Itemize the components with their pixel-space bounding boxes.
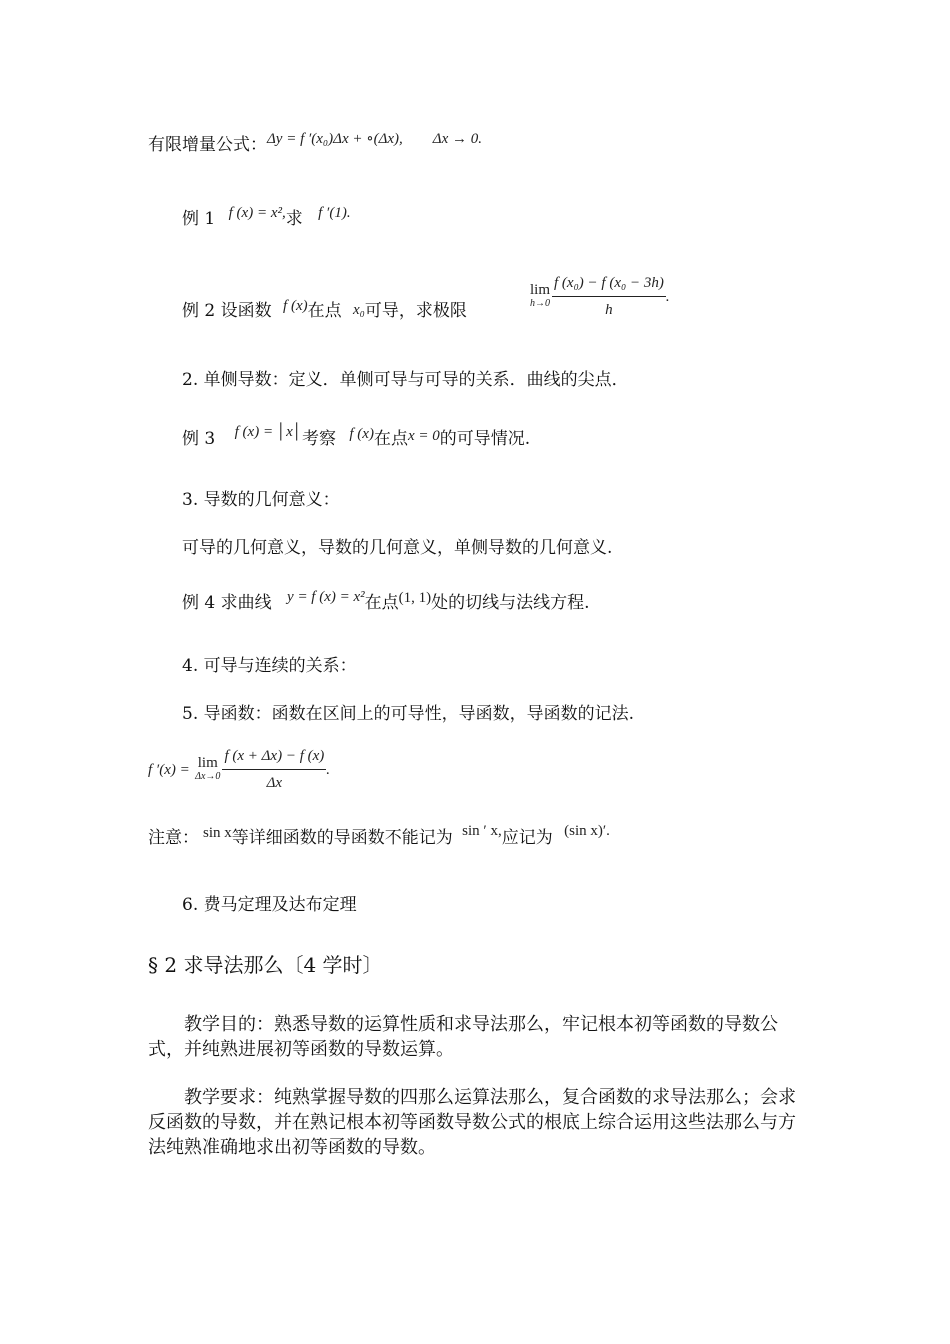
text-2: 处的切线与法线方程. [431,593,590,613]
formula: y = f (x) = x² [287,589,365,605]
example-1 [182,205,351,231]
lim-sub: Δx→0 [195,770,221,782]
sin-x: sin x [203,825,232,841]
x0: x₀ [353,302,365,318]
fraction [552,272,666,321]
teaching-requirement: 教学要求：纯熟掌握导数的四那么运算法那么，复合函数的求导法那么；会求反函数的导数，并在熟记根本初等函数导数公式的根底上综合运用这些法那么与方法纯熟准确地求出初等函数的导数。 [148,1087,796,1158]
example-4 [182,589,590,615]
formula: f (x) = x², [228,205,286,221]
item-6: 6. 费马定理及达布定理 [182,895,357,915]
geometric-meaning: 可导的几何意义，导数的几何意义，单侧导数的几何意义. [182,538,613,558]
text-1: 在点 [307,301,342,321]
fx: f (x) [349,426,374,442]
example-2 [182,300,467,323]
label: 有限增量公式： [148,135,267,155]
period: . [326,762,331,778]
example-3 [182,424,531,451]
limit-expression [530,272,670,321]
denominator: h [605,302,613,318]
formula: f (x) = │x│ [234,424,302,440]
point: (1, 1) [398,590,432,606]
section-heading: § 2 求导法那么〔4 学时〕 [148,953,383,977]
text-1: 考察 [301,429,336,449]
fraction [222,745,326,794]
note-line [148,823,610,850]
denominator: Δx [266,775,283,791]
note-label: 注意： [148,828,199,848]
lim-sub: h→0 [530,297,550,309]
formula-2: f ′(1). [318,205,351,221]
text: 求 [285,209,303,229]
item-5: 5. 导函数：函数在区间上的可导性，导函数，导函数的记法. [182,704,635,724]
example-label: 例 3 [182,429,216,449]
example-label: 例 2 设函数 [182,301,272,321]
fx: f (x) [283,298,308,314]
text-1: 在点 [364,593,399,613]
text-3: 的可导情况. [439,429,531,449]
sin-prime-x: sin ′ x, [462,823,502,839]
text-1: 等详细函数的导函数不能记为 [231,828,453,848]
teaching-goal: 教学目的：熟悉导数的运算性质和求导法那么，牢记根本初等函数的导数公式，并纯熟进展初等函数的导数运算。 [148,1014,778,1060]
lim-text: lim [197,754,218,771]
lim [195,756,220,784]
item-2: 2. 单侧导数：定义．单侧可导与可导的关系．曲线的尖点． [182,370,629,390]
item-3: 3. 导数的几何意义： [182,490,340,510]
period: . [665,289,670,305]
text-2: 可导，求极限 [364,301,467,321]
numerator: f (x + Δx) − f (x) [222,745,326,770]
lhs: f ′(x) = [148,762,190,778]
item-4: 4. 可导与连续的关系： [182,656,357,676]
example-label: 例 1 [182,209,216,229]
lim-text: lim [530,281,551,298]
formula: Δy = f ′(x₀)Δx + ∘(Δx), [267,131,403,147]
text-2: 应记为 [501,828,553,848]
numerator: f (x₀) − f (x₀ − 3h) [552,272,666,297]
derivative-definition [148,745,330,794]
formula-tail: Δx → 0. [432,131,483,147]
text-2: 在点 [373,429,408,449]
finite-increment-line [148,131,483,157]
sin-x-prime: (sin x)′. [564,823,610,839]
lim [530,283,550,311]
x0: x = 0 [407,428,440,444]
example-label: 例 4 求曲线 [182,593,272,613]
